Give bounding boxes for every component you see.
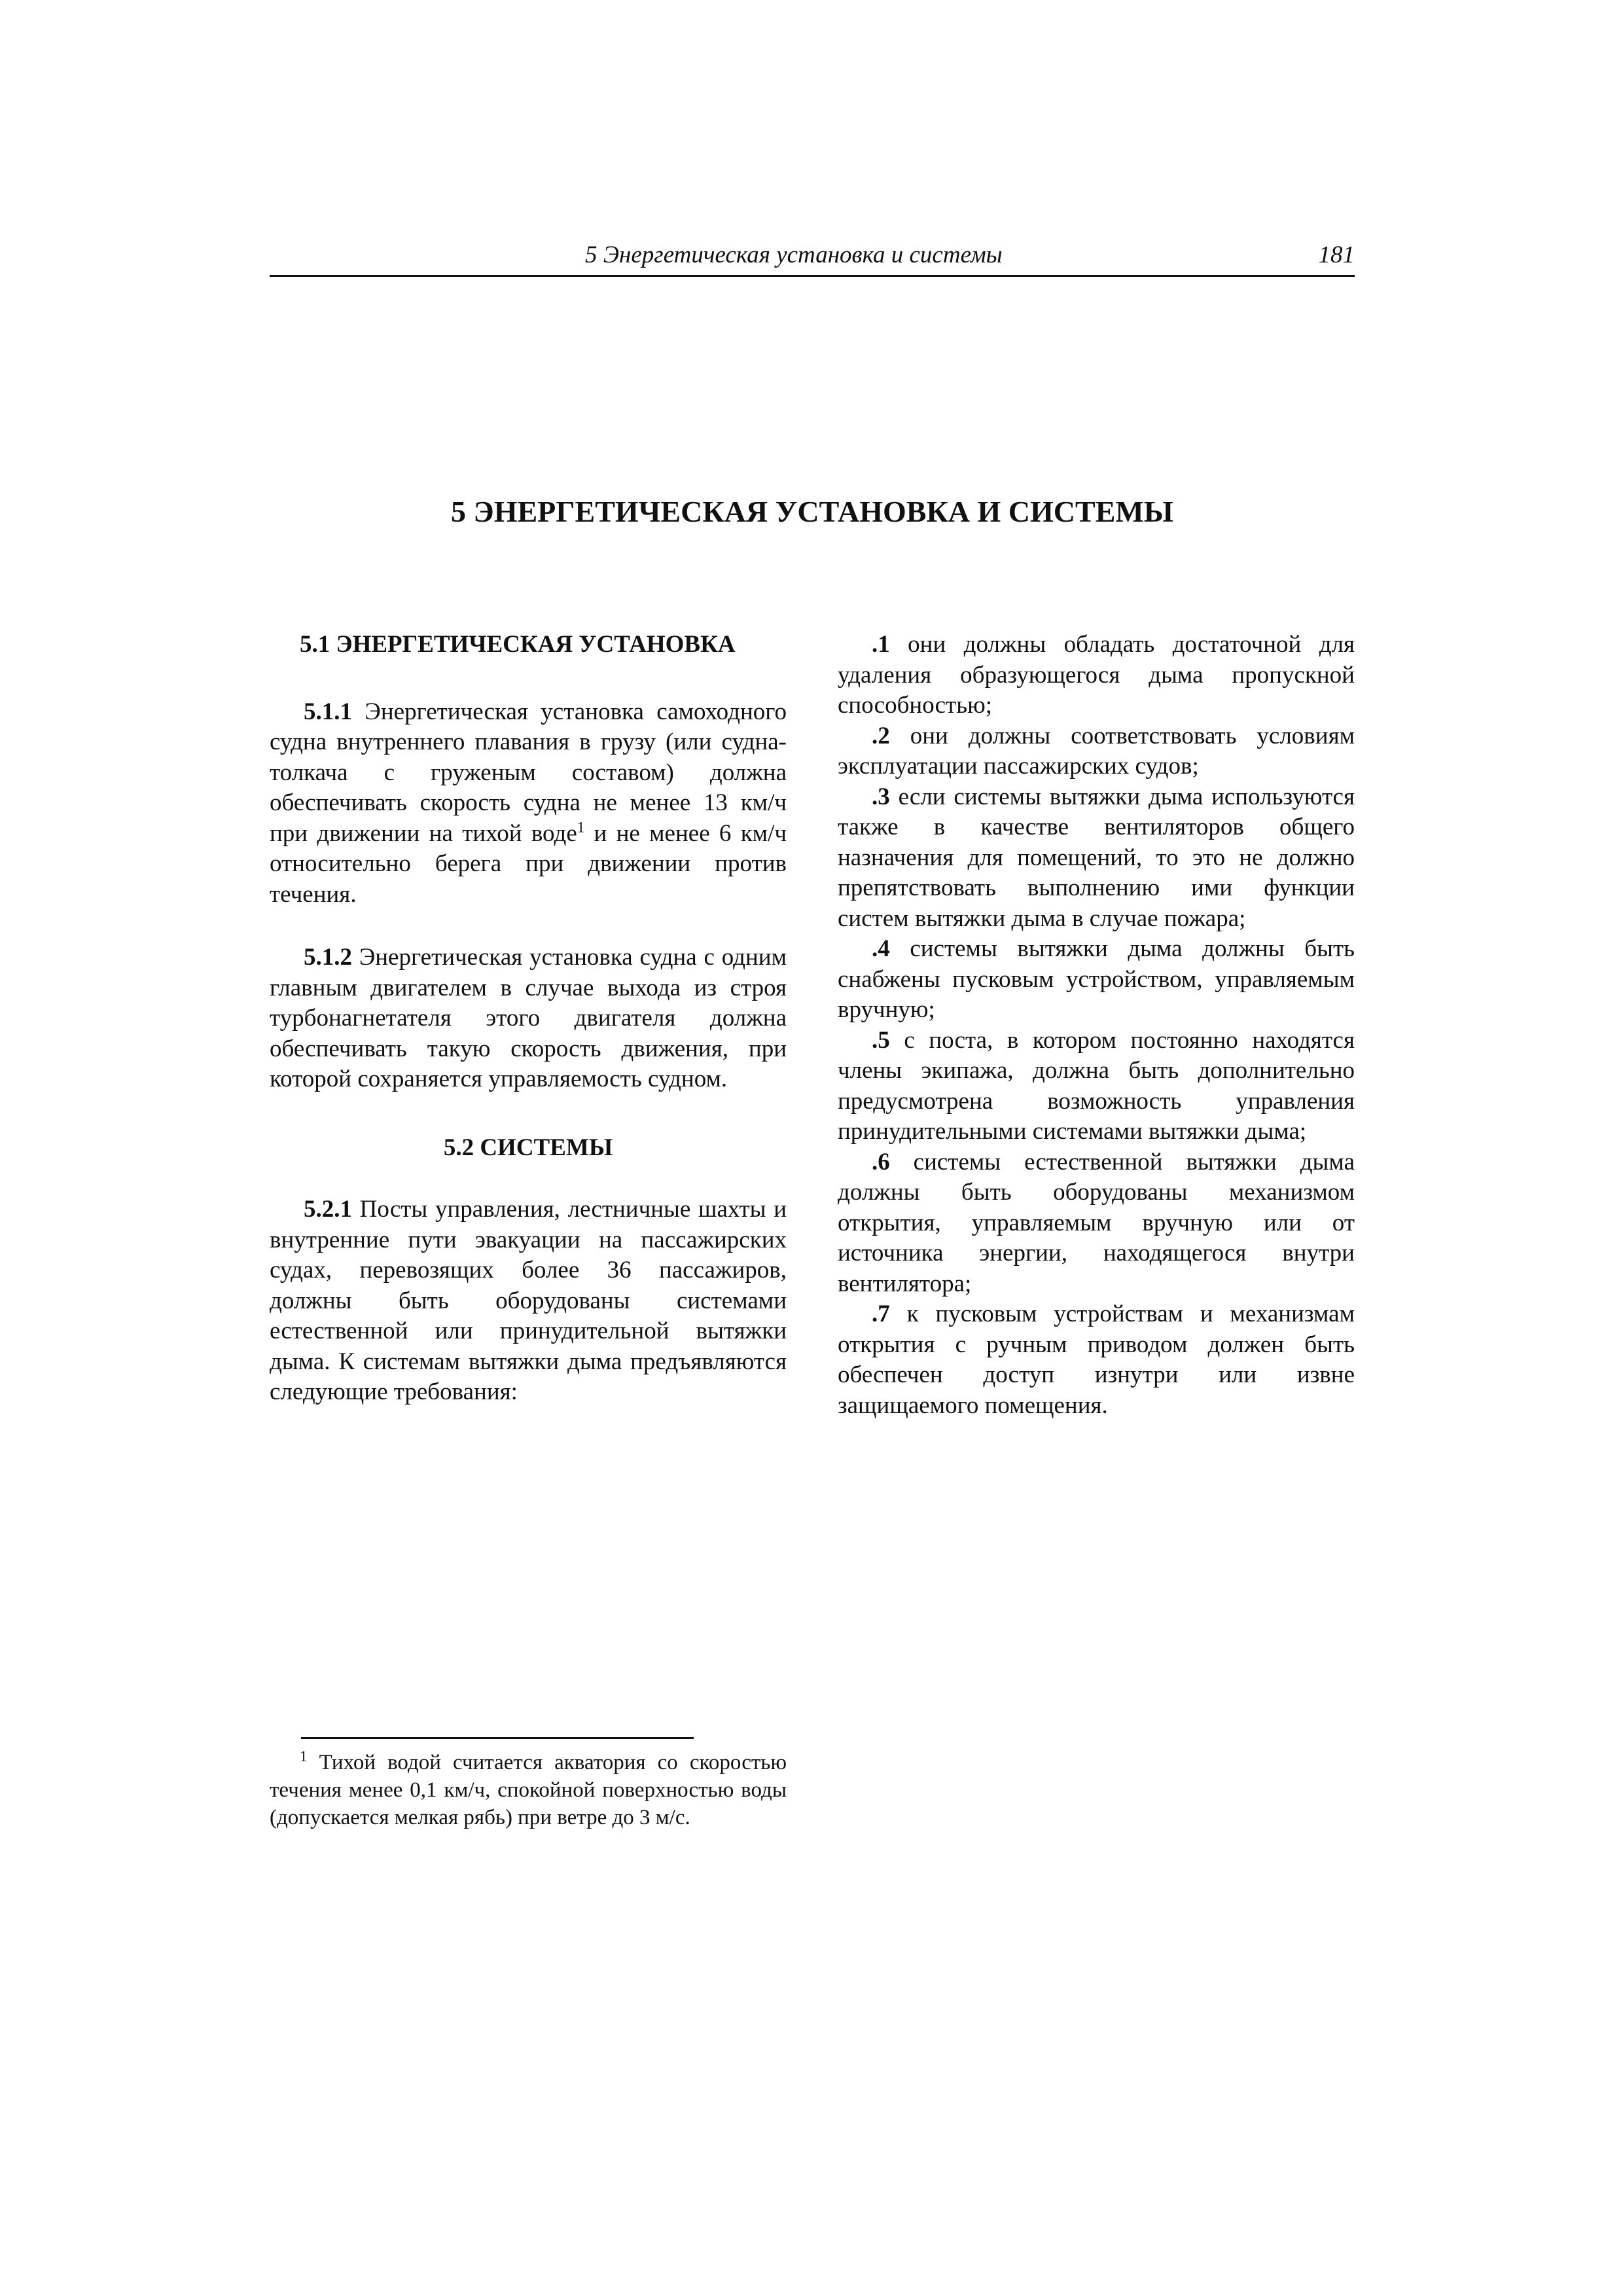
item-number: .1 [872, 631, 890, 658]
footnote [270, 1749, 787, 1831]
item-text: системы естественной вытяжки дыма должны быть оборудованы механизмом открытия, управляемым вручную или от источника энергии, находящегося внутри вентилятора; [838, 1148, 1355, 1297]
item-text: к пусковым устройствам и механизмам открытия с ручным приводом должен быть обеспечен доступ изнутри или извне защищаемого помещения. [838, 1300, 1355, 1419]
list-item-6 [838, 1147, 1355, 1300]
section-heading-5-2: 5.2 СИСТЕМЫ [443, 1134, 613, 1161]
item-number: .4 [872, 935, 890, 962]
item-number: .2 [872, 722, 890, 749]
footnote-mark: 1 [300, 1748, 308, 1765]
paragraph-5-2-1 [270, 1194, 787, 1408]
list-item-1 [838, 630, 1355, 721]
list-item-7 [838, 1299, 1355, 1421]
item-number: .3 [872, 783, 890, 810]
paragraph-number: 5.1.2 [304, 944, 352, 971]
right-column [838, 630, 1355, 1421]
paragraph-text-continued: и не менее 6 км/ч относительно берега при движении против течения. [270, 819, 787, 908]
paragraph-number: 5.2.1 [304, 1196, 352, 1223]
chapter-title: 5 ЭНЕРГЕТИЧЕСКАЯ УСТАНОВКА И СИСТЕМЫ [451, 495, 1173, 528]
paragraph-text: Энергетическая установка судна с одним главным двигателем в случае выхода из строя турбонагнетателя этого двигателя должна обеспечивать такую скорость движения, при которой сохраняется управляемость судном. [270, 944, 787, 1092]
list-item-3 [838, 782, 1355, 935]
item-text: системы вытяжки дыма должны быть снабжены пусковым устройством, управляемым вручную; [838, 935, 1355, 1023]
list-item-5 [838, 1026, 1355, 1147]
footnote-ref: 1 [577, 819, 585, 836]
paragraph-5-1-1 [270, 697, 787, 910]
paragraph-text: Энергетическая установка самоходного судна внутреннего плавания в грузу (или судна-толкача с груженым составом) должна обеспечивать скорость судна не менее 13 км/ч при движении на тихой воде [270, 698, 787, 847]
paragraph-number: 5.1.1 [304, 698, 352, 725]
running-header [270, 241, 1355, 277]
page-number: 181 [1318, 242, 1355, 268]
item-number: .7 [872, 1300, 890, 1327]
item-number: .6 [872, 1148, 890, 1175]
list-item-2 [838, 721, 1355, 782]
footnote-divider [301, 1737, 694, 1739]
list-item-4 [838, 934, 1355, 1026]
section-heading-5-1: 5.1 ЭНЕРГЕТИЧЕСКАЯ УСТАНОВКА [300, 631, 736, 658]
item-text: с поста, в котором постоянно находятся члены экипажа, должна быть дополнительно предусмотрена возможность управления принудительными системами вытяжки дыма; [838, 1026, 1355, 1145]
item-text: если системы вытяжки дыма используются также в качестве вентиляторов общего назначения для помещений, то это не должно препятствовать выполнению ими функции систем вытяжки дыма в случае пожара; [838, 783, 1355, 932]
paragraph-5-1-2 [270, 942, 787, 1095]
paragraph-text: Посты управления, лестничные шахты и внутренние пути эвакуации на пассажирских судах, перевозящих более 36 пассажиров, должны быть оборудованы системами естественной или принудительной вытяжки дыма. К системам вытяжки дыма предъявляются следующие требования: [270, 1196, 787, 1405]
running-title: 5 Энергетическая установка и системы [585, 242, 1003, 268]
item-number: .5 [872, 1026, 890, 1054]
item-text: они должны соответствовать условиям эксплуатации пассажирских судов; [838, 722, 1355, 780]
footnote-text: Тихой водой считается акватория со скоростью течения менее 0,1 км/ч, спокойной поверхностью воды (допускается мелкая рябь) при ветре до 3 м/с. [270, 1751, 787, 1829]
left-column [270, 630, 787, 1408]
item-text: они должны обладать достаточной для удаления образующегося дыма пропускной способностью; [838, 631, 1355, 719]
